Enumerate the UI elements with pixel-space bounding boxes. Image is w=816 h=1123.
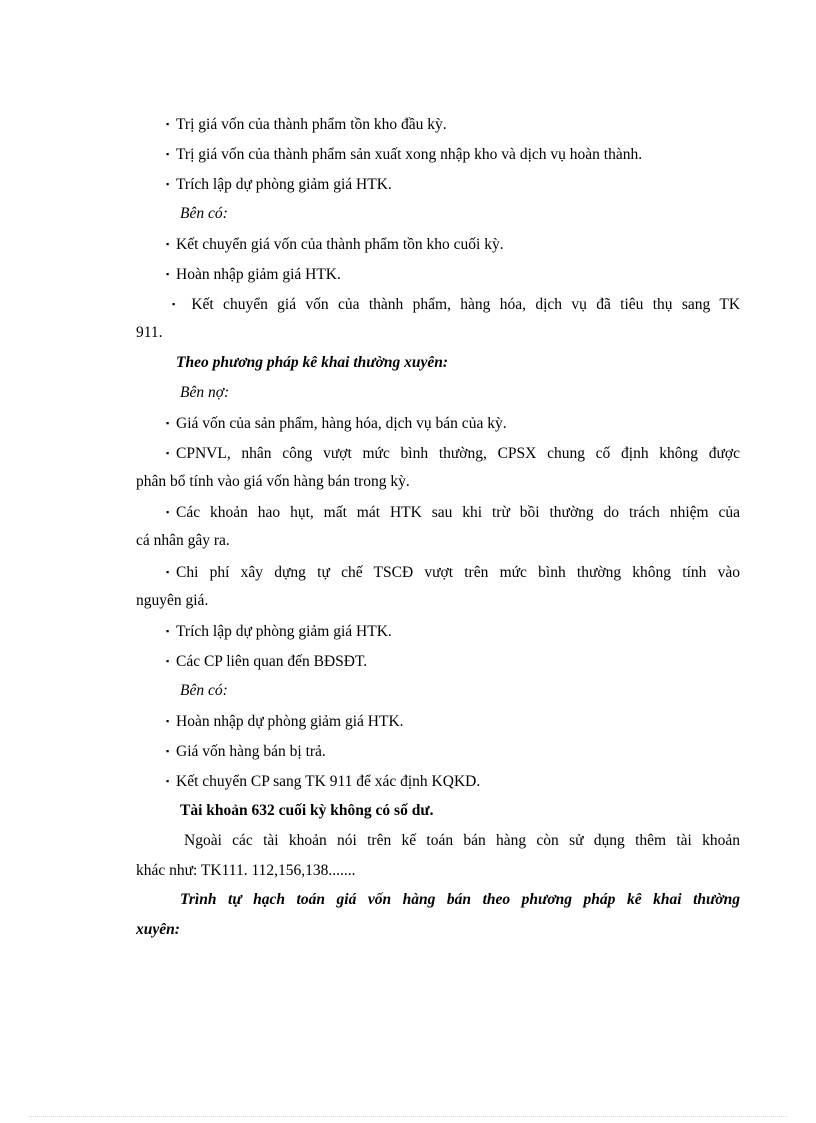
bullet-icon: ▪ [166, 418, 170, 428]
bullet-icon: ▪ [166, 269, 170, 279]
item-text: Giá vốn hàng bán bị trả. [176, 743, 326, 760]
item-continuation: nguyên giá. [136, 592, 209, 609]
bullet-item [166, 234, 770, 255]
item-text: Giá vốn của sản phẩm, hàng hóa, dịch vụ bán của kỳ. [176, 415, 507, 432]
item-text: Trị giá vốn của thành phẩm sản xuất xong nhập kho và dịch vụ hoàn thành. [176, 146, 643, 163]
bullet-item [166, 711, 770, 732]
bullet-icon: ▪ [166, 239, 170, 249]
bullet-icon: ▪ [172, 299, 176, 309]
section-subheading: Bên có: [180, 205, 228, 222]
bullet-item [172, 294, 740, 315]
item-text: Trích lập dự phòng giảm giá HTK. [176, 176, 392, 193]
item-text: Kết chuyển CP sang TK 911 để xác định KQKD. [176, 773, 481, 790]
bullet-item [166, 771, 770, 792]
item-text: Trị giá vốn của thành phẩm tồn kho đầu kỳ. [176, 116, 447, 133]
bullet-icon: ▪ [166, 656, 170, 666]
bullet-icon: ▪ [166, 448, 170, 458]
item-text: Trích lập dự phòng giảm giá HTK. [176, 623, 392, 640]
bullet-item [166, 651, 770, 672]
bullet-item [166, 174, 770, 195]
section-heading-continuation: xuyên: [136, 921, 180, 938]
page-bottom-divider [28, 1116, 788, 1117]
bullet-item [166, 443, 740, 464]
item-text: CPNVL, nhân công vượt mức bình thường, CPSX chung cố định không được [176, 445, 740, 462]
bullet-item [166, 502, 740, 523]
item-text: Hoàn nhập giảm giá HTK. [176, 266, 341, 283]
section-heading: Theo phương pháp kê khai thường xuyên: [176, 354, 449, 371]
item-text: Các CP liên quan đến BĐSĐT. [176, 653, 368, 670]
balance-note: Tài khoản 632 cuối kỳ không có số dư. [180, 802, 434, 819]
bullet-icon: ▪ [166, 776, 170, 786]
bullet-item [166, 144, 770, 165]
bullet-item [166, 413, 770, 434]
bullet-item [166, 562, 740, 583]
item-continuation: 911. [136, 324, 163, 341]
item-text: Các khoản hao hụt, mất mát HTK sau khi trừ bồi thường do trách nhiệm của [176, 504, 740, 521]
section-subheading: Bên nợ: [180, 384, 230, 401]
paragraph-line: Ngoài các tài khoản nói trên kế toán bán hàng còn sử dụng thêm tài khoản [184, 832, 740, 849]
bullet-icon: ▪ [166, 746, 170, 756]
bullet-item [166, 741, 770, 762]
paragraph-continuation: khác như: TK111. 112,156,138....... [136, 862, 356, 879]
section-subheading: Bên có: [180, 682, 228, 699]
bullet-icon: ▪ [166, 179, 170, 189]
bullet-icon: ▪ [166, 716, 170, 726]
bullet-item [166, 114, 770, 135]
bullet-icon: ▪ [166, 507, 170, 517]
bullet-icon: ▪ [166, 567, 170, 577]
item-text: Kết chuyển giá vốn của thành phẩm tồn kho cuối kỳ. [176, 236, 504, 253]
item-text: Kết chuyển giá vốn của thành phẩm, hàng hóa, dịch vụ đã tiêu thụ sang TK [191, 296, 741, 313]
bullet-icon: ▪ [166, 149, 170, 159]
bullet-item [166, 621, 770, 642]
item-text: Chi phí xây dựng tự chế TSCĐ vượt trên mức bình thường không tính vào [176, 564, 740, 581]
bullet-icon: ▪ [166, 626, 170, 636]
bullet-icon: ▪ [166, 119, 170, 129]
item-text: Hoàn nhập dự phòng giảm giá HTK. [176, 713, 404, 730]
bullet-item [166, 264, 770, 285]
item-continuation: phân bổ tính vào giá vốn hàng bán trong kỳ. [136, 473, 410, 490]
item-continuation: cá nhân gây ra. [136, 532, 230, 549]
section-heading: Trình tự hạch toán giá vốn hàng bán theo phương pháp kê khai thường [180, 891, 740, 908]
